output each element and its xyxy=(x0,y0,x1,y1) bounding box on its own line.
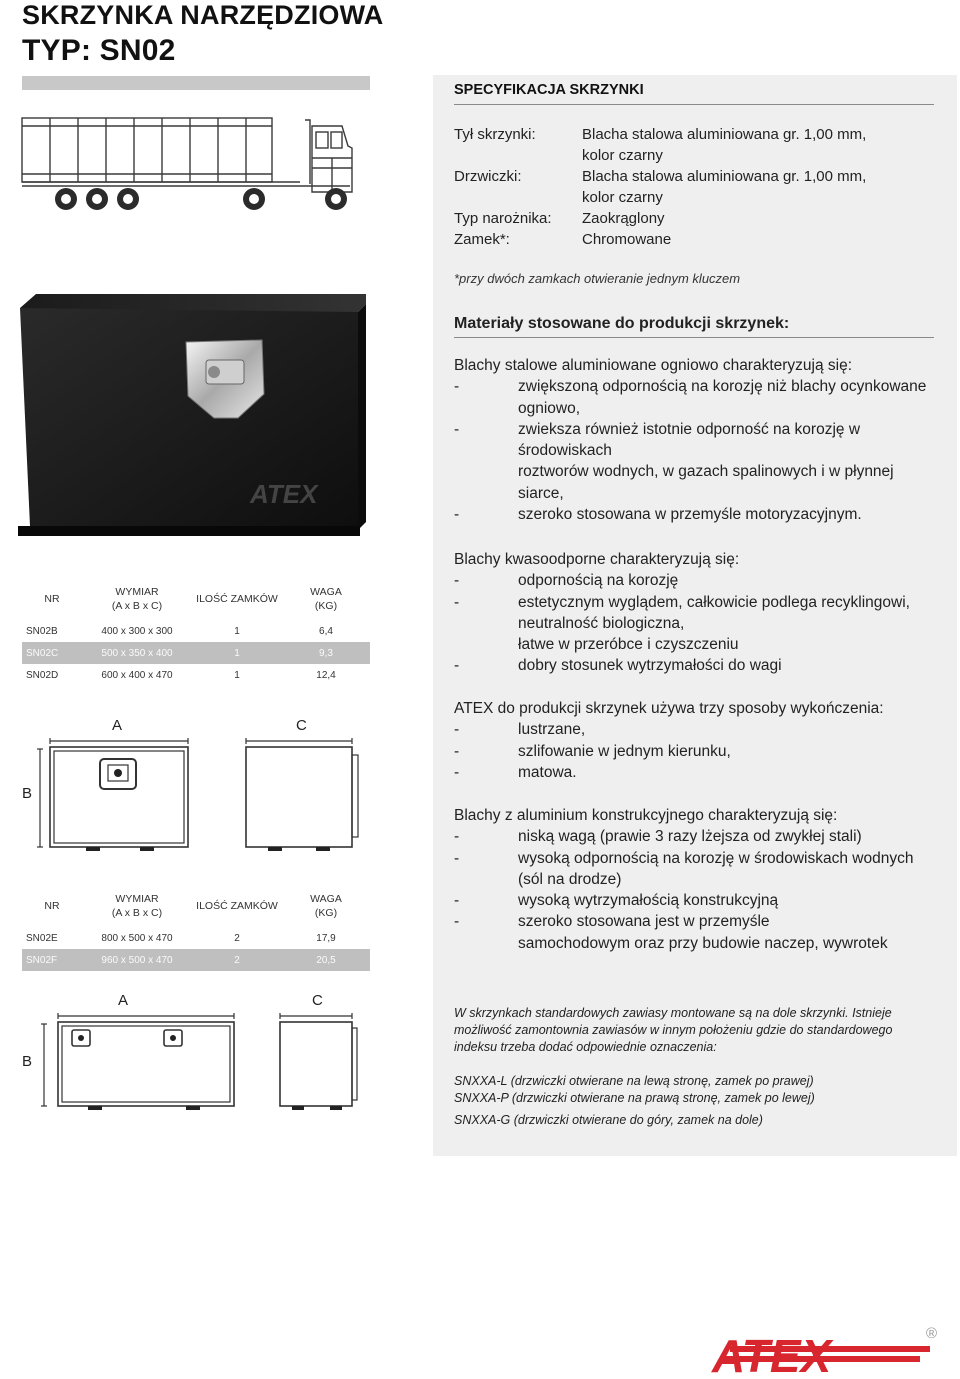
steel-intro: Blachy stalowe aluminiowane ogniowo charakteryzują się: xyxy=(454,357,853,374)
steel-section xyxy=(454,355,954,525)
spec-key: Drzwiczki: xyxy=(454,168,522,185)
alu-bullet-3: - wysoką wytrzymałością konstrukcyjną xyxy=(454,892,779,910)
alu-bullet-1: - niską wagą (prawie 3 razy lżejsza od zwykłej stali) xyxy=(454,828,862,846)
alu-bullet-2: - wysoką odpornością na korozję w środowiskach wodnych xyxy=(454,849,914,867)
spec-table-1 xyxy=(22,578,370,686)
col-dimensions: WYMIAR (A x B x C) xyxy=(111,893,163,919)
dim-label-a: A xyxy=(112,717,123,734)
finish-bullet-2: - szlifowanie w jednym kierunku, xyxy=(454,742,731,760)
toolbox-drawing-2 xyxy=(36,1010,366,1115)
dim-label-c: C xyxy=(296,717,307,734)
steel-bullet-2-cont2: roztworów wodnych, w gazach spalinowych i w płynnej xyxy=(518,463,894,481)
table-header-row xyxy=(22,885,370,927)
table-row: SN02E 800 x 500 x 470 2 17,9 xyxy=(26,932,336,944)
steel-bullet-2: - zwieksza również istotnie odporność na korozję w xyxy=(454,420,861,438)
dim-label-b: B xyxy=(22,785,33,802)
acid-intro: Blachy kwasoodporne charakteryzują się: xyxy=(454,551,740,568)
table-row: SN02F 960 x 500 x 470 2 20,5 xyxy=(22,949,370,971)
atex-logo xyxy=(700,1320,950,1379)
spec-value: Blacha stalowa aluminiowana gr. 1,00 mm, kolor czarny xyxy=(582,126,867,164)
spec-table-2 xyxy=(22,885,370,971)
spec-value: Blacha stalowa aluminiowana gr. 1,00 mm, kolor czarny xyxy=(582,168,867,206)
acid-bullet-2-cont1: neutralność biologiczna, xyxy=(518,614,685,632)
materials-title-rule xyxy=(454,337,934,338)
alu-bullet-4: - szeroko stosowana jest w przemyśle xyxy=(454,913,770,931)
page-title-line2: TYP: SN02 xyxy=(22,34,176,67)
col-nr: NR xyxy=(44,593,60,605)
acid-bullet-3: - dobry stosunek wytrzymałości do wagi xyxy=(454,657,782,675)
product-logo: ATEX xyxy=(250,479,318,509)
acid-bullet-2-cont2: łatwe w przeróbce i czyszczeniu xyxy=(518,636,739,654)
spec-key: Zamek*: xyxy=(454,231,510,248)
truck-illustration xyxy=(20,100,380,215)
materials-title: Materiały stosowane do produkcji skrzynek: xyxy=(454,315,790,332)
steel-bullet-1: - zwiększoną odpornością na korozję niż blachy ocynkowane xyxy=(454,378,927,396)
alu-intro: Blachy z aluminium konstrukcyjnego charakteryzują się: xyxy=(454,807,838,824)
hinge-option-top: SNXXA-G (drzwiczki otwierane do góry, zamek na dole) xyxy=(454,1113,763,1127)
spec-value: Chromowane xyxy=(582,231,672,248)
finish-intro: ATEX do produkcji skrzynek używa trzy sposoby wykończenia: xyxy=(454,700,884,717)
spec-key: Tył skrzynki: xyxy=(454,126,536,143)
hinge-option-left: SNXXA-L (drzwiczki otwierane na lewą stronę, zamek po prawej) xyxy=(454,1074,814,1088)
dim-label-c: C xyxy=(312,992,323,1009)
acid-bullet-2: - estetycznym wyglądem, całkowicie podlega recyklingowi, xyxy=(454,593,910,611)
steel-bullet-1-cont: ogniowo, xyxy=(518,399,581,417)
hinge-note: W skrzynkach standardowych zawiasy montowane są na dole skrzynki. Istnieje możliwość zamontownia zawiasów w innym położeniu gdzie do standardowego indeksu trzeba dodać odpowiednie oznaczenia: xyxy=(454,1006,893,1054)
col-locks: ILOŚĆ ZAMKÓW xyxy=(196,900,278,912)
hinge-options xyxy=(454,1073,924,1129)
table-row: SN02B 400 x 300 x 300 1 6,4 xyxy=(26,625,333,637)
finish-bullet-3: - matowa. xyxy=(454,763,577,781)
finish-bullet-1: - lustrzane, xyxy=(454,721,586,739)
finish-section xyxy=(454,698,954,783)
steel-bullet-2-cont3: siarce, xyxy=(518,484,564,502)
col-locks: ILOŚĆ ZAMKÓW xyxy=(196,593,278,605)
alu-section xyxy=(454,805,954,954)
col-weight: WAGA (KG) xyxy=(310,586,342,612)
atex-logo-text: ATEX xyxy=(712,1330,832,1379)
hinge-option-right: SNXXA-P (drzwiczki otwierane na prawą stronę, zamek po lewej) xyxy=(454,1091,815,1105)
col-weight: WAGA (KG) xyxy=(310,893,342,919)
spec-key: Typ narożnika: xyxy=(454,210,552,227)
col-dimensions: WYMIAR (A x B x C) xyxy=(111,586,163,612)
table-row: SN02D 600 x 400 x 470 1 12,4 xyxy=(26,669,336,681)
acid-section xyxy=(454,549,954,677)
table-header-row xyxy=(22,578,370,620)
acid-bullet-1: - odpornością na korozję xyxy=(454,572,679,590)
lock-note: *przy dwóch zamkach otwieranie jednym kluczem xyxy=(454,271,741,286)
steel-bullet-2-cont1: środowiskach xyxy=(518,442,612,460)
dim-label-b: B xyxy=(22,1053,33,1070)
title-underline-bar xyxy=(22,76,370,90)
alu-bullet-2-cont: (sól na drodze) xyxy=(518,870,622,888)
table-row: SN02C 500 x 350 x 400 1 9,3 xyxy=(22,642,370,664)
toolbox-drawing-1 xyxy=(36,735,366,855)
steel-bullet-3: - szeroko stosowana w przemyśle motoryzacyjnym. xyxy=(454,506,862,524)
registered-mark: ® xyxy=(926,1325,938,1342)
page-title-line1: SKRZYNKA NARZĘDZIOWA xyxy=(22,0,384,30)
dim-label-a: A xyxy=(118,992,129,1009)
toolbox-photo xyxy=(18,290,378,540)
spec-title-rule xyxy=(454,104,934,105)
spec-title: SPECYFIKACJA SKRZYNKI xyxy=(454,82,644,98)
alu-bullet-4-cont: samochodowym oraz przy budowie naczep, wywrotek xyxy=(518,934,888,952)
col-nr: NR xyxy=(44,900,60,912)
spec-value: Zaokrąglony xyxy=(582,210,665,227)
